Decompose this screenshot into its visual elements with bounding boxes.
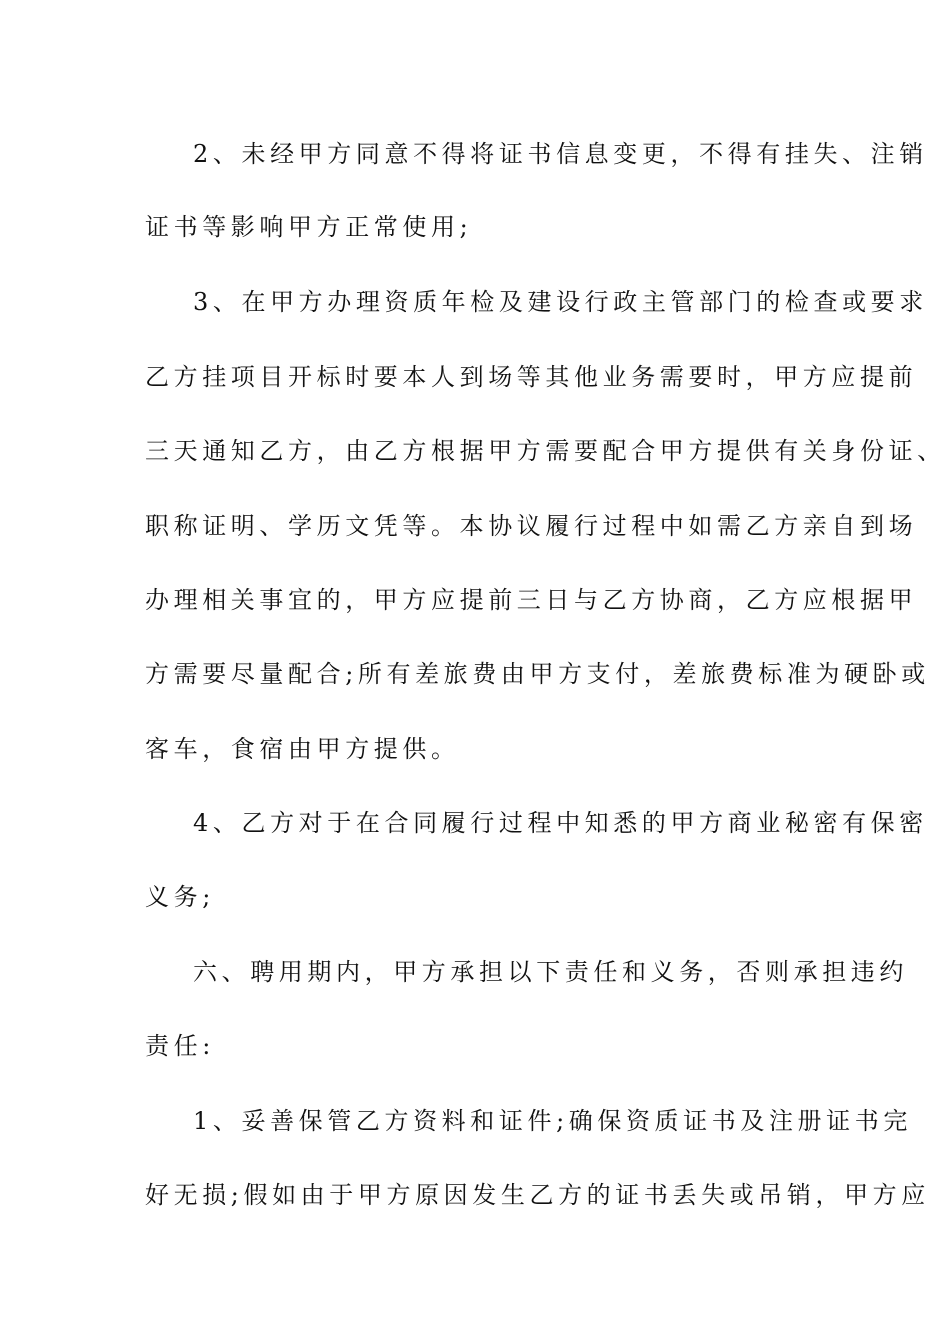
paragraph-line: 2、未经甲方同意不得将证书信息变更，不得有挂失、注销 [193, 140, 928, 168]
paragraph-line: 方需要尽量配合;所有差旅费由甲方支付，差旅费标准为硬卧或 [145, 660, 930, 688]
paragraph-line: 责任: [145, 1032, 215, 1060]
paragraph-line: 三天通知乙方，由乙方根据甲方需要配合甲方提供有关身份证、 [145, 437, 946, 465]
paragraph-line: 4、乙方对于在合同履行过程中知悉的甲方商业秘密有保密 [193, 809, 928, 837]
paragraph-line: 义务; [145, 883, 215, 911]
paragraph-line: 证书等影响甲方正常使用; [145, 213, 473, 241]
paragraph-line: 办理相关事宜的，甲方应提前三日与乙方协商，乙方应根据甲 [145, 586, 918, 614]
paragraph-line: 客车，食宿由甲方提供。 [145, 735, 460, 763]
paragraph-line: 好无损;假如由于甲方原因发生乙方的证书丢失或吊销，甲方应 [145, 1181, 930, 1209]
paragraph-line: 六、聘用期内，甲方承担以下责任和义务，否则承担违约 [193, 958, 908, 986]
paragraph-line: 3、在甲方办理资质年检及建设行政主管部门的检查或要求 [193, 288, 928, 316]
paragraph-line: 职称证明、学历文凭等。本协议履行过程中如需乙方亲自到场 [145, 512, 918, 540]
paragraph-line: 乙方挂项目开标时要本人到场等其他业务需要时，甲方应提前 [145, 363, 918, 391]
paragraph-line: 1、妥善保管乙方资料和证件;确保资质证书及注册证书完 [193, 1107, 912, 1135]
